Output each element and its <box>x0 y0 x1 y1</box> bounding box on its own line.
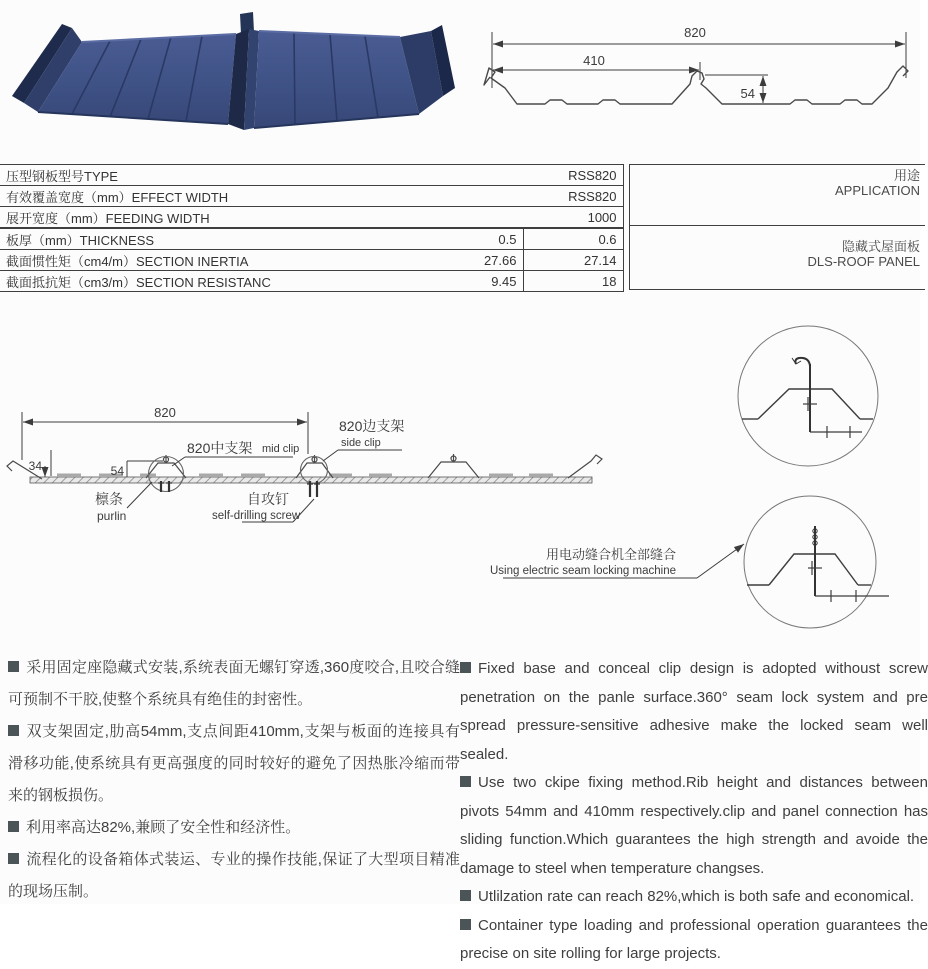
feature-text: 流程化的设备箱体式装运、专业的操作技能,保证了大型项目精准的现场压制。 <box>8 851 460 900</box>
profile-dim-820: 820 <box>684 25 706 40</box>
spec-label: 截面抵抗矩（cm3/m）SECTION RESISTANC <box>0 271 423 292</box>
feature-text: Container type loading and professional operation guarantees the precise on site rolling for large projects. <box>460 916 928 962</box>
spec-table <box>0 164 624 292</box>
feature-text: 双支架固定,肋高54mm,支点间距410mm,支架与板面的连接具有滑移功能,使系统具有更高强度的同时较好的避免了因热胀冷缩而带来的钢板损伤。 <box>8 723 460 804</box>
spec-value: 0.6 <box>523 228 623 250</box>
screw-label-zh: 自攻钉 <box>247 491 289 507</box>
spec-label: 截面惯性矩（cm4/m）SECTION INERTIA <box>0 250 423 271</box>
feature-text: 采用固定座隐藏式安装,系统表面无螺钉穿透,360度咬合,且咬合缝可预制不干胶,使整个系统具有绝佳的封密性。 <box>8 659 460 708</box>
stiffener-ribs <box>57 474 553 478</box>
spec-label: 压型钢板型号TYPE <box>0 165 423 186</box>
spec-value: 27.14 <box>523 250 623 271</box>
spec-value: 0.5 <box>423 228 523 250</box>
bullet-square-icon <box>460 890 471 901</box>
feature-item <box>460 655 928 769</box>
bullet-square-icon <box>460 662 471 673</box>
feature-text: Fixed base and conceal clip design is adopted withoust screw penetration on the panle surface.360° seam lock system and pre spread pressure-sensitive adhesive make the locked seam well sealed. <box>460 660 928 763</box>
spec-label: 展开宽度（mm）FEEDING WIDTH <box>0 207 423 229</box>
feature-item <box>8 652 460 716</box>
profile-dim-54: 54 <box>740 86 755 101</box>
profile-section-diagram <box>460 10 920 130</box>
table-row <box>0 165 623 186</box>
features-en <box>460 655 928 969</box>
bullet-square-icon <box>460 919 471 930</box>
spec-value: 1000 <box>423 207 623 229</box>
application-zh: 用途 <box>893 168 920 183</box>
bullet-square-icon <box>460 776 471 787</box>
application-box <box>629 164 925 290</box>
bullet-square-icon <box>8 821 19 832</box>
screw-label-en: self-drilling screw <box>212 510 301 522</box>
bullet-square-icon <box>8 661 19 672</box>
feature-item <box>8 716 460 812</box>
feature-item <box>460 883 928 912</box>
application-en: APPLICATION <box>834 183 920 198</box>
purlin-label-zh: 檩条 <box>95 491 123 507</box>
detail-circle-open-clip <box>738 326 878 466</box>
seam-note-en: Using electric seam locking machine <box>490 565 676 577</box>
installation-diagram <box>0 310 920 650</box>
panel-type-en: DLS-ROOF PANEL <box>807 254 920 269</box>
mid-clip-label-en: mid clip <box>262 443 300 455</box>
roof-panel-3d-image <box>6 4 456 144</box>
feature-text: 利用率高达82%,兼顾了安全性和经济性。 <box>26 819 301 836</box>
spec-value: 9.45 <box>423 271 523 292</box>
spec-label: 有效覆盖宽度（mm）EFFECT WIDTH <box>0 186 423 207</box>
table-row <box>0 228 623 250</box>
application-cell <box>630 165 925 226</box>
feature-item <box>8 812 460 844</box>
table-row <box>0 207 623 229</box>
feature-item <box>460 912 928 969</box>
table-row <box>0 250 623 271</box>
profile-dim-410: 410 <box>583 53 605 68</box>
detail-circle-seamed <box>744 496 889 628</box>
spec-value: 18 <box>523 271 623 292</box>
bullet-square-icon <box>8 853 19 864</box>
spec-label: 板厚（mm）THICKNESS <box>0 228 423 250</box>
feature-text: Use two ckipe fixing method.Rib height and distances between pivots 54mm and 410mm respectively.clip and panel connection has sliding function.Which guarantees the high strength and avoide the damage to steel when temperature changses. <box>460 774 928 877</box>
feature-item <box>460 769 928 883</box>
install-dim-34: 34 <box>28 459 42 473</box>
spec-value: RSS820 <box>423 165 623 186</box>
panel-type-zh: 隐藏式屋面板 <box>841 239 920 254</box>
install-dim-820: 820 <box>154 405 176 420</box>
install-dim-54: 54 <box>110 464 124 478</box>
features-zh <box>8 652 460 908</box>
side-clip-label-zh: 820边支架 <box>339 418 405 434</box>
seam-note-zh: 用电动缝合机全部缝合 <box>545 547 676 562</box>
feature-item <box>8 844 460 908</box>
bullet-square-icon <box>8 725 19 736</box>
spec-value: RSS820 <box>423 186 623 207</box>
side-clip-label-en: side clip <box>341 437 381 449</box>
spec-value: 27.66 <box>423 250 523 271</box>
feature-text: Utlilzation rate can reach 82%,which is both safe and economical. <box>478 888 915 905</box>
purlin-label-en: purlin <box>97 509 127 523</box>
mid-clip-label-zh: 820中支架 <box>187 440 253 456</box>
table-row <box>0 271 623 292</box>
panel-type-cell <box>630 226 925 269</box>
table-row <box>0 186 623 207</box>
